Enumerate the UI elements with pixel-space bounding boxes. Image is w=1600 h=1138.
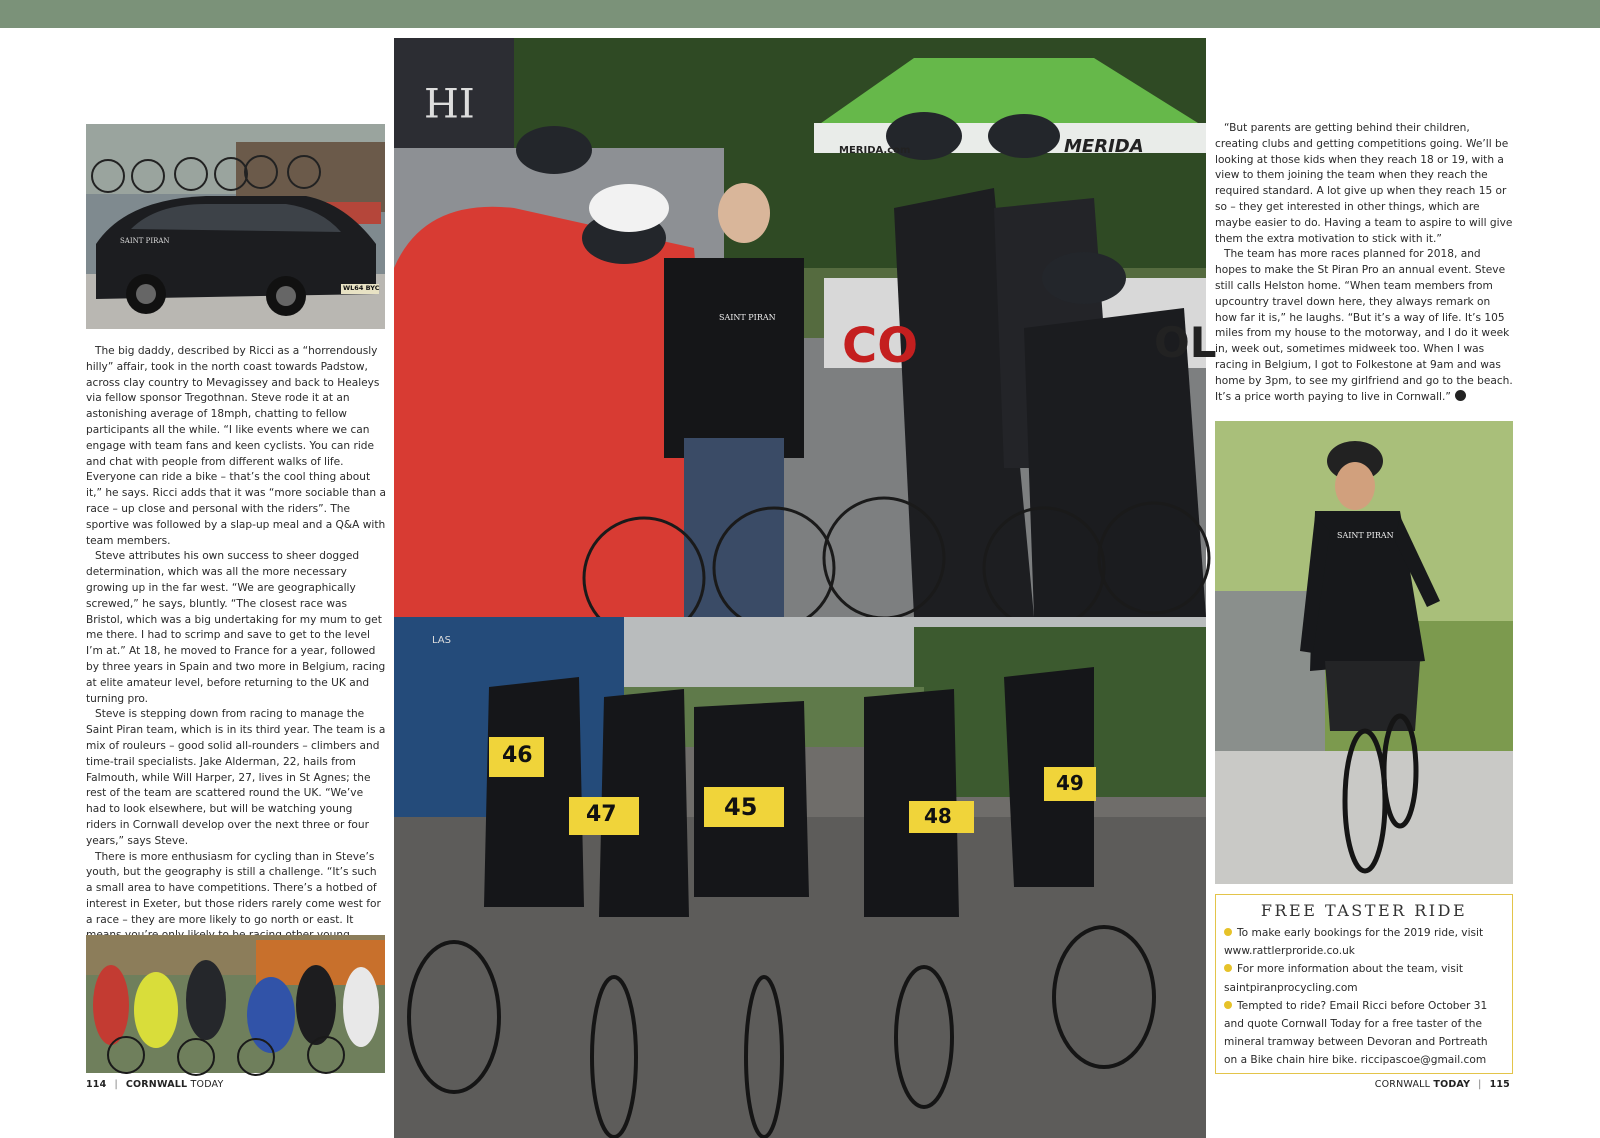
box-title: FREE TASTER RIDE	[1260, 901, 1468, 920]
riders-crowd-photo	[86, 935, 385, 1073]
paragraph	[1215, 247, 1513, 405]
building-sign: LAS	[432, 635, 451, 646]
page-number: 114	[86, 1079, 107, 1090]
item-text: To make early bookings for the 2019 ride, visit www.rattlerproride.co.uk	[1224, 927, 1484, 958]
team-car-photo	[86, 124, 385, 329]
bullet-icon	[1224, 964, 1232, 972]
end-mark-icon	[1455, 390, 1466, 401]
item-text: Tempted to ride? Email Ricci before October 31 and quote Cornwall Today for a free taster of the mineral tramway between Devoran and Portreath on a Bike chain hire bike. riccipascoe@gmail.com	[1224, 999, 1488, 1067]
folio-left: 114 | CORNWALL TODAY	[86, 1079, 224, 1090]
bullet-icon	[1224, 928, 1232, 936]
folio-right: CORNWALL TODAY | 115	[1374, 1079, 1510, 1090]
riders-start-line-photo	[394, 617, 1206, 1138]
gazebo-url-text: MERIDA.com	[839, 145, 911, 156]
sign-text: IH	[424, 78, 475, 124]
free-taster-ride-box	[1215, 894, 1513, 1074]
race-number: 49	[1056, 771, 1084, 795]
race-number: 45	[724, 793, 758, 821]
riders-briefing-photo	[394, 38, 1217, 617]
paragraph: There is more enthusiasm for cycling than in Steve’s youth, but the geography is still a challenge. “It’s such a small area to have competitions. There’s a hotbed of interest in Exeter, but those riders rarely come west for a race – they are more likely to go north or east. It	[86, 850, 381, 926]
race-number: 46	[502, 743, 533, 768]
list-item	[1224, 960, 1504, 996]
race-number: 48	[924, 804, 952, 828]
jersey-text: SAINT PIRAN	[719, 313, 776, 322]
magazine-name: CORNWALL	[1374, 1079, 1431, 1090]
paragraph: The big daddy, described by Ricci as a “horrendously hilly” affair, took in the north coast towards Padstow, across clay country to Mevagissey and back to Healeys via fellow sponsor Tregothnan. Steve rode it at an astonishing average of 18mph, chatting to fellow participants all the while. “I like events where we can engage with team fans and keen cyclists. You can ride and chat with people from different walks of life. Everyone can ride a bike – that’s the cool thing about it,” he says. Ricci adds that it was “more sociable than a race – up close and personal with the riders”. The sportive was followed by a slap-up meal and a Q&A with team members.	[86, 345, 386, 547]
car-number-plate: WL64 BYC	[343, 284, 380, 292]
bullet-icon	[1224, 1001, 1232, 1009]
left-article-column	[86, 344, 386, 976]
page-number: 115	[1489, 1079, 1510, 1090]
banner-text-left: CO	[842, 318, 919, 374]
banner-text-right: OL	[1154, 318, 1217, 367]
magazine-name: TODAY	[190, 1079, 224, 1090]
item-text: For more information about the team, visit saintpiranprocycling.com	[1224, 963, 1463, 994]
car-door-text: SAINT PIRAN	[120, 237, 170, 245]
list-item	[1224, 924, 1504, 960]
paragraph-text: The team has more races planned for 2018, and hopes to make the St Piran Pro an annual event. Steve still calls Helston home. “When team members from upcountry travel down here, they always remark on how far it is,” he laughs. “But it’s a way of life. It’s 105 miles from my house to the motorway, and I do it week in, week out, sometimes midweek too. When I was racing in Belgium, I got to Folkestone at 9am and was home by 3pm, to see my girlfriend and go to the beach. It’s a price worth paying to live in Cornwall.”	[1215, 248, 1513, 403]
magazine-name-bold: CORNWALL	[125, 1079, 188, 1090]
race-number: 47	[586, 802, 617, 827]
paragraph: Steve attributes his own success to sheer dogged determination, which was all the more necessary growing up in the far west. “We are geographically screwed,” he says, bluntly. “The closest race was Bristol, which was a big undertaking for my mum to get me there. I had to scrimp and save to get to the level I’m at.” At 18, he moved to France for a year, followed by three years in Spain and two more in Belgium, racing at elite amateur level, before returning to the UK and turning pro.	[86, 550, 386, 705]
list-item	[1224, 997, 1504, 1070]
top-color-bar	[0, 0, 1600, 28]
gazebo-brand-text: MERIDA	[1064, 136, 1144, 157]
paragraph: “But parents are getting behind their children, creating clubs and getting competitions going. We’ll be looking at those kids when they reach 18 or 19, with a view to them joining the team when they reach the required standard. A lot give up when they reach 15 or so – they get interested in other things, which are maybe easier to do. Having a team to aspire to will give them the extra motivation to stick with it.”	[1215, 122, 1513, 245]
right-article-column	[1215, 121, 1513, 405]
magazine-name-bold: TODAY	[1433, 1079, 1471, 1090]
paragraph: Steve is stepping down from racing to manage the Saint Piran team, which is in its third year. The team is a mix of rouleurs – good solid all-rounders – climbers and time-trail specialists. Jake Alderman, 22, hails from Falmouth, while Will Harper, 27, lives in St Agnes; the rest of the team are scattered round the UK. “We’ve had to look elsewhere, but will be watching young riders in Cornwall develop over the next three or four years,” says Steve.	[86, 708, 386, 847]
rider-jersey-text: SAINT PIRAN	[1337, 531, 1394, 540]
rider-portrait-photo	[1215, 421, 1513, 884]
